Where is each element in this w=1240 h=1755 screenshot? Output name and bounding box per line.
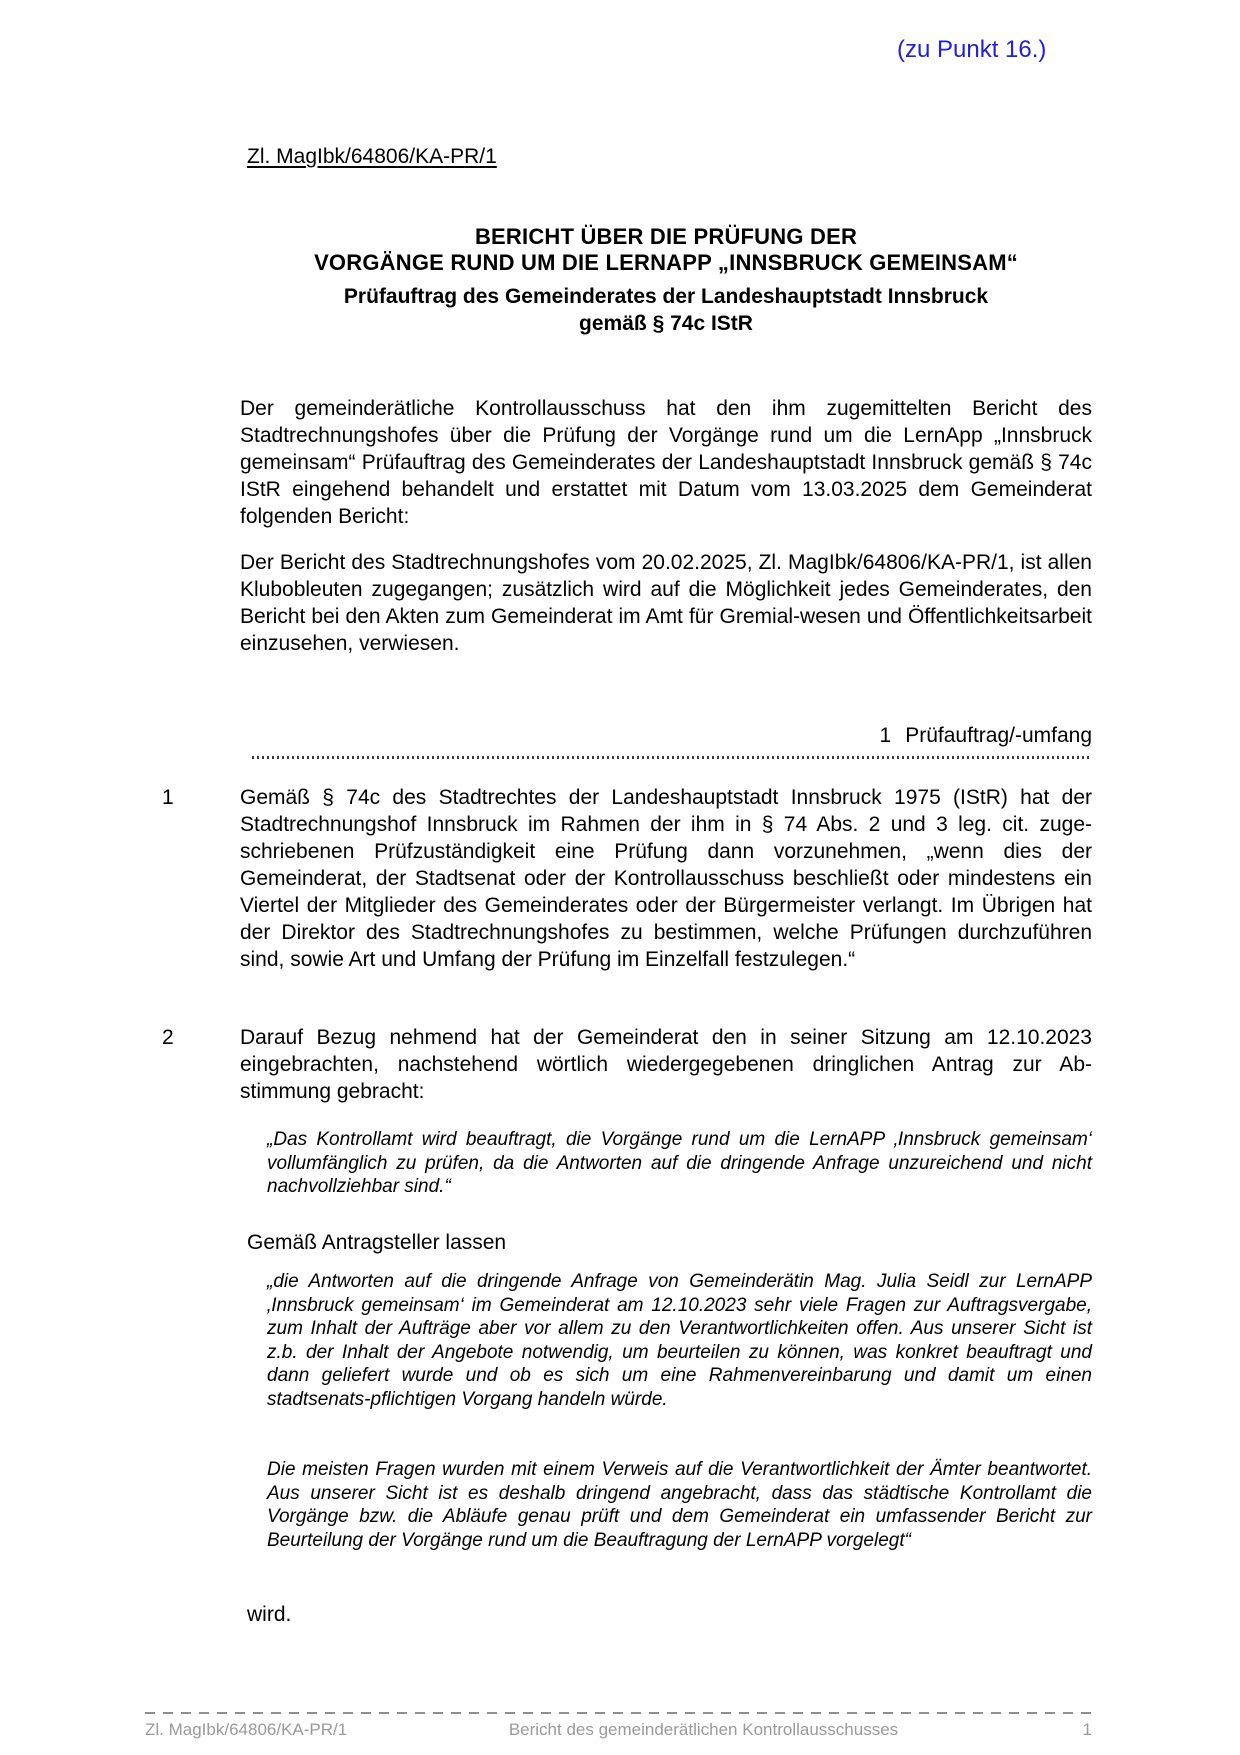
connector-wird-text: wird.	[247, 1603, 292, 1626]
agenda-point-annotation: (zu Punkt 16.)	[897, 36, 1047, 63]
page-footer	[145, 1719, 1092, 1741]
paragraph-number: 2	[162, 1026, 174, 1049]
blockquote-reasoning-1: „die Antworten auf die dringende Anfrage von Gemeinderätin Mag. Julia Seidl zur LernAPP ‚Innsbruck gemeinsam‘ im Gemeinderat am 12.10.2023 sehr viele Fragen zur Auftragsvergabe, zum Inhalt der Aufträge aber vor allem zu den Verantwortlichkeiten offen. Aus unserer Sicht ist z.b. der Inhalt der Angebote notwendig, um beurteilen zu können, was konkret beauftragt und dann geliefert wurde und ob es sich um eine Rahmenvereinbarung und damit um einen stadtsenats-pflichtigen Vorgang handeln würde.	[267, 1271, 1092, 1410]
connector-text: Gemäß Antragsteller lassen	[247, 1231, 507, 1254]
document-title-line-2: VORGÄNGE RUND UM DIE LERNAPP „INNSBRUCK GEMEINSAM“	[314, 250, 1018, 275]
document-title	[240, 224, 1092, 276]
section-heading	[240, 722, 1092, 749]
file-number: Zl. MagIbk/64806/KA-PR/1	[247, 145, 497, 168]
section-divider-dotted-line	[252, 756, 1092, 759]
numbered-paragraph-1	[162, 784, 1092, 973]
paragraph-text: Darauf Bezug nehmend hat der Gemeinderat den in seiner Sitzung am 12.10.2023 eingebrachten, nachstehend wörtlich wiedergegebenen dringlichen Antrag zur Ab-stimmung gebracht:	[240, 1026, 1092, 1103]
paragraph-number: 1	[162, 786, 174, 809]
section-label: Prüfauftrag/-umfang	[905, 724, 1092, 747]
numbered-paragraph-2	[162, 1024, 1092, 1105]
footer-document-title: Bericht des gemeinderätlichen Kontrollausschusses	[508, 1720, 899, 1739]
document-subtitle-line-1: Prüfauftrag des Gemeinderates der Landeshauptstadt Innsbruck	[343, 285, 989, 308]
document-subtitle-line-2: gemäß § 74c IStR	[579, 312, 753, 335]
intro-paragraph-2: Der Bericht des Stadtrechnungshofes vom 20.02.2025, Zl. MagIbk/64806/KA-PR/1, ist allen Klubobleuten zugegangen; zusätzlich wird auf die Möglichkeit jedes Gemeinderates, den Bericht bei den Akten zum Gemeinderat im Amt für Gremial-wesen und Öffentlichkeitsarbeit einzusehen, verwiesen.	[240, 551, 1092, 655]
footer-file-number: Zl. MagIbk/64806/KA-PR/1	[145, 1720, 348, 1739]
document-subtitle	[240, 283, 1092, 337]
footer-dashed-line	[145, 1712, 1092, 1714]
footer-page-number: 1	[1082, 1720, 1092, 1739]
blockquote-motion: „Das Kontrollamt wird beauftragt, die Vorgänge rund um die LernAPP ‚Innsbruck gemeinsam‘ vollumfänglich zu prüfen, da die Antworten auf die dringende Anfrage unzureichend und nicht nachvollziehbar sind.“	[267, 1129, 1092, 1197]
paragraph-text: Gemäß § 74c des Stadtrechtes der Landeshauptstadt Innsbruck 1975 (IStR) hat der Stadtrechnungshof Innsbruck im Rahmen der ihm in § 74 Abs. 2 und 3 leg. cit. zuge-schriebenen Prüfzuständigkeit eine Prüfung dann vorzunehmen, „wenn dies der Gemeinderat, der Stadtsenat oder der Kontrollausschuss beschließt oder mindestens ein Viertel der Mitglieder des Gemeinderates oder der Bürgermeister verlangt. Im Übrigen hat der Direktor des Stadtrechnungshofes zu bestimmen, welche Prüfungen durchzuführen sind, sowie Art und Umfang der Prüfung im Einzelfall festzulegen.“	[240, 786, 1092, 971]
document-title-line-1: BERICHT ÜBER DIE PRÜFUNG DER	[474, 224, 858, 249]
intro-paragraph-1: Der gemeinderätliche Kontrollausschuss hat den ihm zugemittelten Bericht des Stadtrechnungshofes über die Prüfung der Vorgänge rund um die LernApp „Innsbruck gemeinsam“ Prüfauftrag des Gemeinderates der Landeshauptstadt Innsbruck gemäß § 74c IStR eingehend behandelt und erstattet mit Datum vom 13.03.2025 dem Gemeinderat folgenden Bericht:	[240, 397, 1092, 528]
blockquote-reasoning-2: Die meisten Fragen wurden mit einem Verweis auf die Verantwortlichkeit der Ämter beantwortet. Aus unserer Sicht ist es deshalb dringend angebracht, dass das städtische Kontrollamt die Vorgänge bzw. die Abläufe genau prüft und dem Gemeinderat ein umfassender Bericht zur Beurteilung der Vorgänge rund um die Beauftragung der LernAPP vorgelegt“	[267, 1459, 1092, 1551]
section-number: 1	[879, 724, 892, 747]
